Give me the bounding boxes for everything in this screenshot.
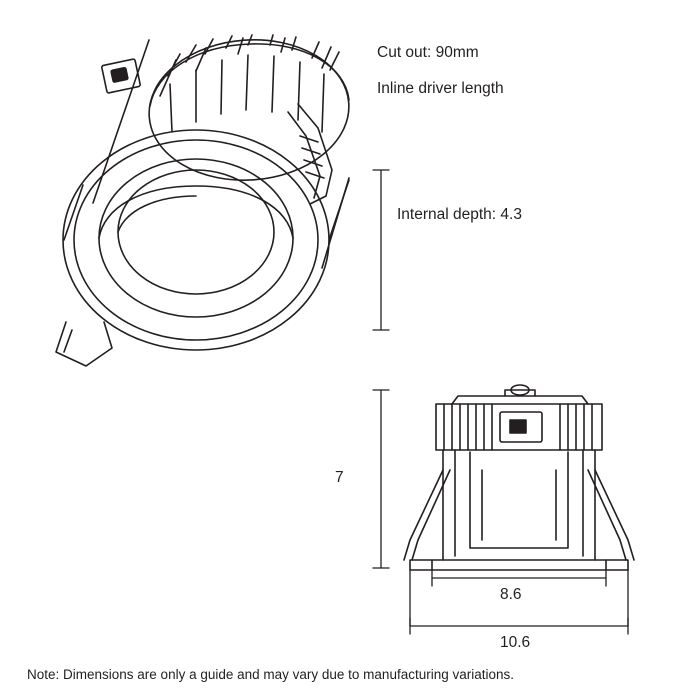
perspective-view [56,33,354,366]
section-view [404,385,634,570]
dimension-lines [373,170,628,634]
internal-depth-label: Internal depth: 4.3 [397,206,522,223]
dimension-height-label: 7 [335,469,344,486]
cut-out-label: Cut out: 90mm [377,44,479,61]
footer-note: Note: Dimensions are only a guide and may vary due to manufacturing variations. [27,667,515,682]
inline-driver-label: Inline driver length [377,80,504,97]
dimension-inner-width-label: 8.6 [500,586,522,603]
dimension-outer-width-label: 10.6 [500,634,531,651]
